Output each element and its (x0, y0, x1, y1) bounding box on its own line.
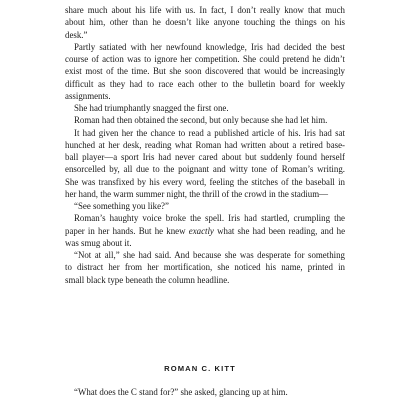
text-line: exist most of the time. But she soon discovered that would be increasingly (65, 66, 345, 77)
text-line: “See something you like?” (74, 201, 169, 211)
paragraph-continuation (65, 4, 345, 41)
text-line: She was transfixed by his every word, feeling the stitches of the baseball in (65, 176, 345, 187)
text-line: It had given her the chance to read a published article of his. Iris had sat (74, 127, 345, 138)
paragraph (65, 114, 345, 126)
column-name-heading: ROMAN C. KITT (164, 364, 236, 373)
text-line: Partly satiated with her newfound knowledge, Iris had decided the best (74, 41, 345, 52)
text-line: ensorcelled by, all due to the poignant and witty tone of Roman’s writing. (65, 164, 345, 175)
paragraph (65, 41, 345, 102)
paragraph (65, 249, 345, 286)
text-line: her hand, the warm summer night, the thrill of the crowd in the stadium— (65, 188, 328, 199)
text-line: “What does the C stand for?” she asked, glancing up at him. (74, 387, 288, 397)
text-line: about him, other than he doesn’t like anyone touching the things on his (65, 17, 345, 28)
paragraph-dialogue (65, 200, 345, 212)
text-line: share much about his life with us. In fact, I don’t really know that much (65, 5, 345, 15)
paragraph-after-heading (65, 386, 345, 398)
text-line: paper in her hands. But he knew exactly what she had been reading, and he (65, 225, 346, 236)
text-line: small black type beneath the column headline. (65, 274, 230, 285)
text-line: difficult as they had to race each other to the bulletin board for weekly (65, 78, 345, 89)
text-line: Roman had then obtained the second, but only because she had let him. (74, 115, 328, 126)
text-line: was smug about it. (65, 237, 132, 248)
emphasis-text: exactly (188, 225, 214, 236)
text-line: hunched at her desk, reading what Roman had written about a retired base- (65, 139, 345, 150)
text-line: desk.” (65, 29, 88, 40)
text-line: “Not at all,” she had said. And because she was desperate for something (74, 250, 345, 260)
paragraph (65, 102, 345, 114)
text-line: to distract her from her mortification, she noticed his name, printed in (65, 262, 345, 273)
text-line: She had triumphantly snagged the first one. (74, 103, 229, 113)
paragraph (65, 212, 345, 249)
text-line: ball player—a sport Iris had never cared about but suddenly found herself (65, 152, 345, 162)
text-line: course of action was to ignore her competition. She could pretend he didn’t (65, 54, 345, 64)
page-body-text (65, 0, 345, 286)
text-line: assignments. (65, 90, 111, 101)
text-line: Roman’s haughty voice broke the spell. Iris had startled, crumpling the (74, 213, 345, 224)
paragraph (65, 127, 345, 201)
